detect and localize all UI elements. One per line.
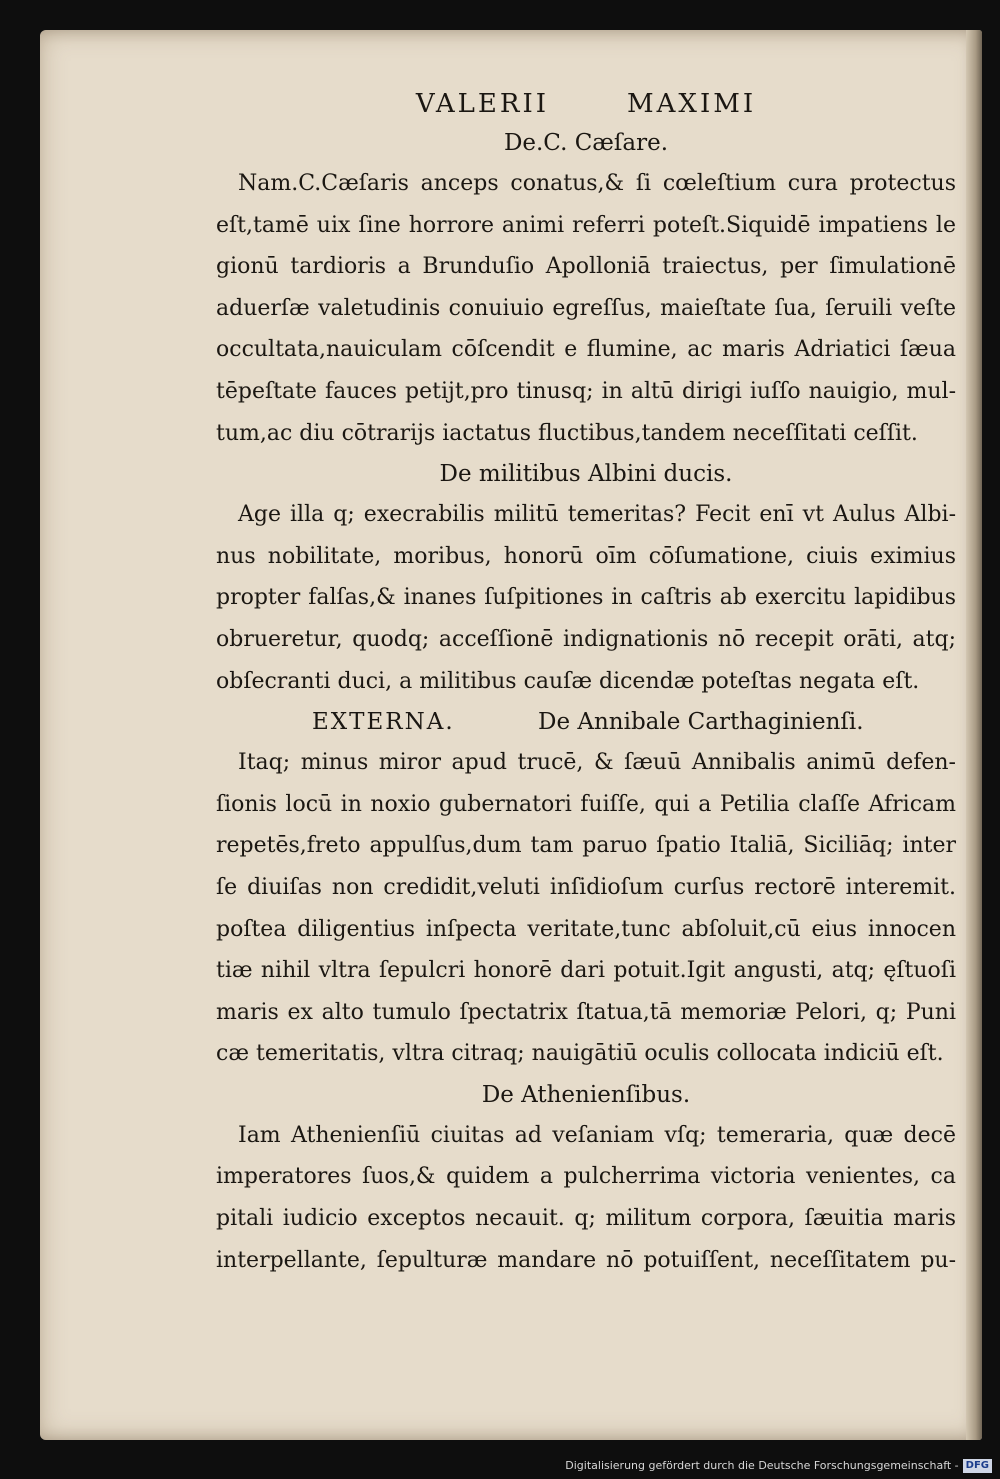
text-line: tum,ac diu cōtrarijs iactatus fluctibus,tandem neceſſitati ceſſit.: [216, 420, 918, 446]
text-line: imperatores ſuos,& quidem a pulcherrima victoria venientes, ca: [216, 1164, 956, 1190]
text-line: obrueretur, quodq; acceſſionē indignationis nō recepit orāti, atq;: [216, 626, 956, 652]
text-line: obſecranti duci, a militibus cauſæ dicendæ poteſtas negata eſt.: [216, 668, 920, 694]
text-line: Age illa q; execrabilis militū temeritas? Fecit enī vt Aulus Albi-: [238, 502, 956, 528]
dfg-logo: DFG: [963, 1459, 992, 1473]
text-line: maris ex alto tumulo ſpectatrix ſtatua,tā memoriæ Pelori, q; Puni: [216, 999, 956, 1025]
text-line: nus nobilitate, moribus, honorū oīm cōſumatione, ciuis eximius: [216, 543, 956, 569]
text-line: Iam Athenienſiū ciuitas ad veſaniam vſq; temeraria, quæ decē: [238, 1122, 956, 1148]
footer-credit-text: Digitalisierung gefördert durch die Deutsche Forschungsgemeinschaft -: [565, 1459, 959, 1472]
text-line: Itaq; minus miror apud trucē, & ſæuū Annibalis animū defen-: [238, 750, 956, 776]
text-line: aduerſæ valetudinis conuiuio egreſſus, maieſtate ſua, ſeruili veſte: [216, 295, 956, 321]
text-line: repetēs,freto appulſus,dum tam paruo ſpatio Italiā, Siciliāq; inter: [216, 833, 956, 859]
running-head: [16, 85, 956, 123]
page-gutter: [966, 30, 982, 1440]
section-heading-albinus: De militibus Albini ducis.: [439, 461, 733, 488]
text-line: interpellante, ſepulturæ mandare nō potuiſſent, neceſſitatem pu-: [216, 1247, 956, 1273]
text-line: poſtea diligentius inſpecta veritate,tunc abſoluit,cū eius innocen: [216, 916, 956, 942]
section-label-externa: EXTERNA.: [312, 709, 455, 736]
digitization-footer: [565, 1459, 992, 1473]
text-line: propter falſas,& inanes ſuſpitiones in caſtris ab exercitu lapidibus: [216, 585, 956, 611]
text-line: gionū tardioris a Brunduſio Apolloniā traiectus, per ſimulationē: [216, 254, 956, 280]
text-line: ſionis locū in noxio gubernatori fuiſſe, qui a Petilia claſſe Africam: [216, 791, 956, 817]
section-heading-caesar: De.C. Cæſare.: [503, 130, 669, 156]
page-text-block: [216, 85, 956, 1281]
text-line: pitali iudicio exceptos necauit. q; militum corpora, ſæuitia maris: [216, 1206, 956, 1232]
book-page: [40, 30, 982, 1440]
section-heading-annibal: De Annibale Carthaginienſi.: [538, 709, 864, 736]
text-line: cæ temeritatis, vltra citraq; nauigātiū oculis collocata indiciū eſt.: [216, 1041, 944, 1067]
section-heading-row-externa: [216, 702, 956, 742]
text-line: ſe diuiſas non credidit,veluti inſidioſum curſus rectorē interemit.: [216, 874, 956, 900]
text-line: occultata,nauiculam cōſcendit e flumine, ac maris Adriatici ſæua: [216, 337, 956, 363]
running-head-right: MAXIMI: [627, 89, 757, 119]
text-line: Nam.C.Cæſaris anceps conatus,& ſi cœleſtium cura protectus: [238, 171, 956, 196]
text-line: eſt,tamē uix ſine horrore animi referri poteſt.Siquidē impatiens le: [216, 212, 956, 238]
section-heading-athenians: De Athenienſibus.: [481, 1081, 691, 1108]
text-line: tiæ nihil vltra ſepulcri honorē dari potuit.Igit angusti, atq; ęſtuoſi: [216, 958, 956, 984]
running-head-left: VALERII: [415, 89, 550, 119]
text-line: tēpeſtate fauces petijt,pro tinusq; in altū dirigi iuſſo nauigio, mul-: [216, 378, 956, 404]
